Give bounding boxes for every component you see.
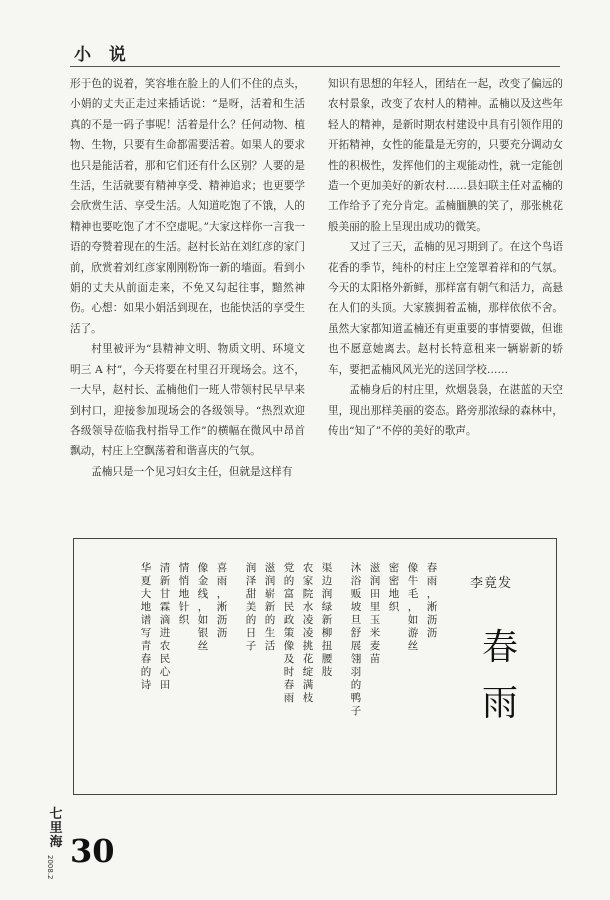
poem-title-char: 雨 — [481, 683, 518, 724]
article-paragraph: 孟楠只是一个见习妇女主任，但就是这样有 — [91, 465, 293, 478]
section-label: 小 说 — [74, 45, 132, 65]
poem-line: 农 家 院 水 凌 凌 挑 花 绽 满 枝 — [302, 562, 314, 704]
poem-line: 渠 边 润 绿 新 柳 扭 腰 肢 — [321, 562, 333, 678]
poem-line: 喜 雨 ， 淅 沥 沥 — [216, 562, 228, 639]
article-paragraph: 知识有思想的年轻人，团结在一起，改变了偏远的农村景象，改变了农村人的精神。孟楠以及这些年轻人的精神，是新时期农村建设中具有引领作用的开拓精神，女性的能量是无穷的，只要充分调动女性的积极性，发挥他们的主观能动性，就一定能创造一个更加美好的新农村……县妇联主任对孟楠的工作给予了充分肯定。孟楠腼腆的笑了，那张桃花般美丽的脸上呈现出成功的微笑。 — [328, 78, 563, 233]
poem-line: 滋 润 崭 新 的 生 活 — [264, 562, 276, 652]
poem-title — [470, 620, 530, 732]
poem-line: 像 牛 毛 ， 如 游 丝 — [407, 562, 419, 652]
article-right-column — [328, 74, 563, 441]
poem-line: 清 新 甘 霖 滴 进 农 民 心 田 — [159, 562, 171, 691]
poem-line: 沐 浴 贩 坡 旦 舒 展 翎 羽 的 鸭 子 — [350, 562, 362, 717]
poem-line: 春 雨 ， 淅 沥 沥 — [426, 562, 438, 639]
poem-line: 滋 润 田 里 玉 米 麦 苗 — [369, 562, 381, 665]
poem-author: 李竟发 — [470, 576, 513, 591]
poem-body — [90, 562, 440, 782]
article-paragraph: 村里被评为“县精神文明、物质文明、环境文明三 A 村”，今天将要在村里召开现场会。这不，一大早，赵村长、孟楠他们一班人带领村民早早来到村口，迎接参加现场会的各级领导。“热烈欢迎各级领导莅临我村指导工作”的横幅在微风中昂首飘动，村庄上空飘荡着和谐喜庆的气氛。 — [70, 343, 305, 458]
magazine-name: 七 里 海 — [49, 807, 63, 850]
poem-line: 润 泽 甜 美 的 日 子 — [245, 562, 257, 652]
article-left-column — [70, 74, 305, 482]
article-paragraph: 形于色的说着，笑容堆在脸上的人们不住的点头，小娟的丈夫正走过来插话说：“是呀，活着和生活真的不是一码子事呢！活着是什么？任何动物、植物、生物，只要有生命都需要活着。如果人的要求也只是能活着，那和它们还有什么区别？人要的是生活，生活就要有精神享受、精神追求；也更要学会欣赏生活、享受生活。人知道吃饱了不饿，人的精神也要吃饱了才不空虚呢。”大家这样你一言我一语的夸赞着现在的生活。赵村长站在刘红彦的家门前，欣赏着刘红彦家刚刚粉饰一新的墙面。看到小娟的丈夫从前面走来，不免又勾起往事，黯然神伤。心想：如果小娟活到现在，也能快活的享受生活了。 — [70, 78, 305, 335]
poem-line: 华 夏 大 地 谱 写 青 春 的 诗 — [140, 562, 152, 691]
header-rule — [70, 66, 560, 67]
page-number: 30 — [70, 832, 115, 870]
poem-line: 党 的 富 民 政 策 像 及 时 春 雨 — [283, 562, 295, 704]
poem-line: 像 金 线 ， 如 银 丝 — [197, 562, 209, 652]
poem-line: 密 密 地 织 — [388, 562, 400, 613]
poem-line: 情 悄 地 针 织 — [178, 562, 190, 626]
issue-number: 2008.2 — [46, 855, 54, 880]
article-paragraph: 孟楠身后的村庄里，炊烟袅袅，在湛蓝的天空里，现出那样美丽的姿态。路旁那浓绿的森林中，传出“知了”不停的美好的歌声。 — [328, 384, 563, 437]
poem-title-char: 春 — [481, 627, 518, 668]
article-paragraph: 又过了三天，孟楠的见习期到了。在这个鸟语花香的季节，纯朴的村庄上空笼罩着祥和的气氛。今天的太阳格外新鲜，那样富有朝气和活力，高悬在人们的头顶。大家簇拥着孟楠，那样依依不舍。虽然大家都知道孟楠还有更重要的事情要做，但谁也不愿意她离去。赵村长特意租来一辆崭新的轿车，要把孟楠风风光光的送回学校…… — [328, 241, 563, 376]
